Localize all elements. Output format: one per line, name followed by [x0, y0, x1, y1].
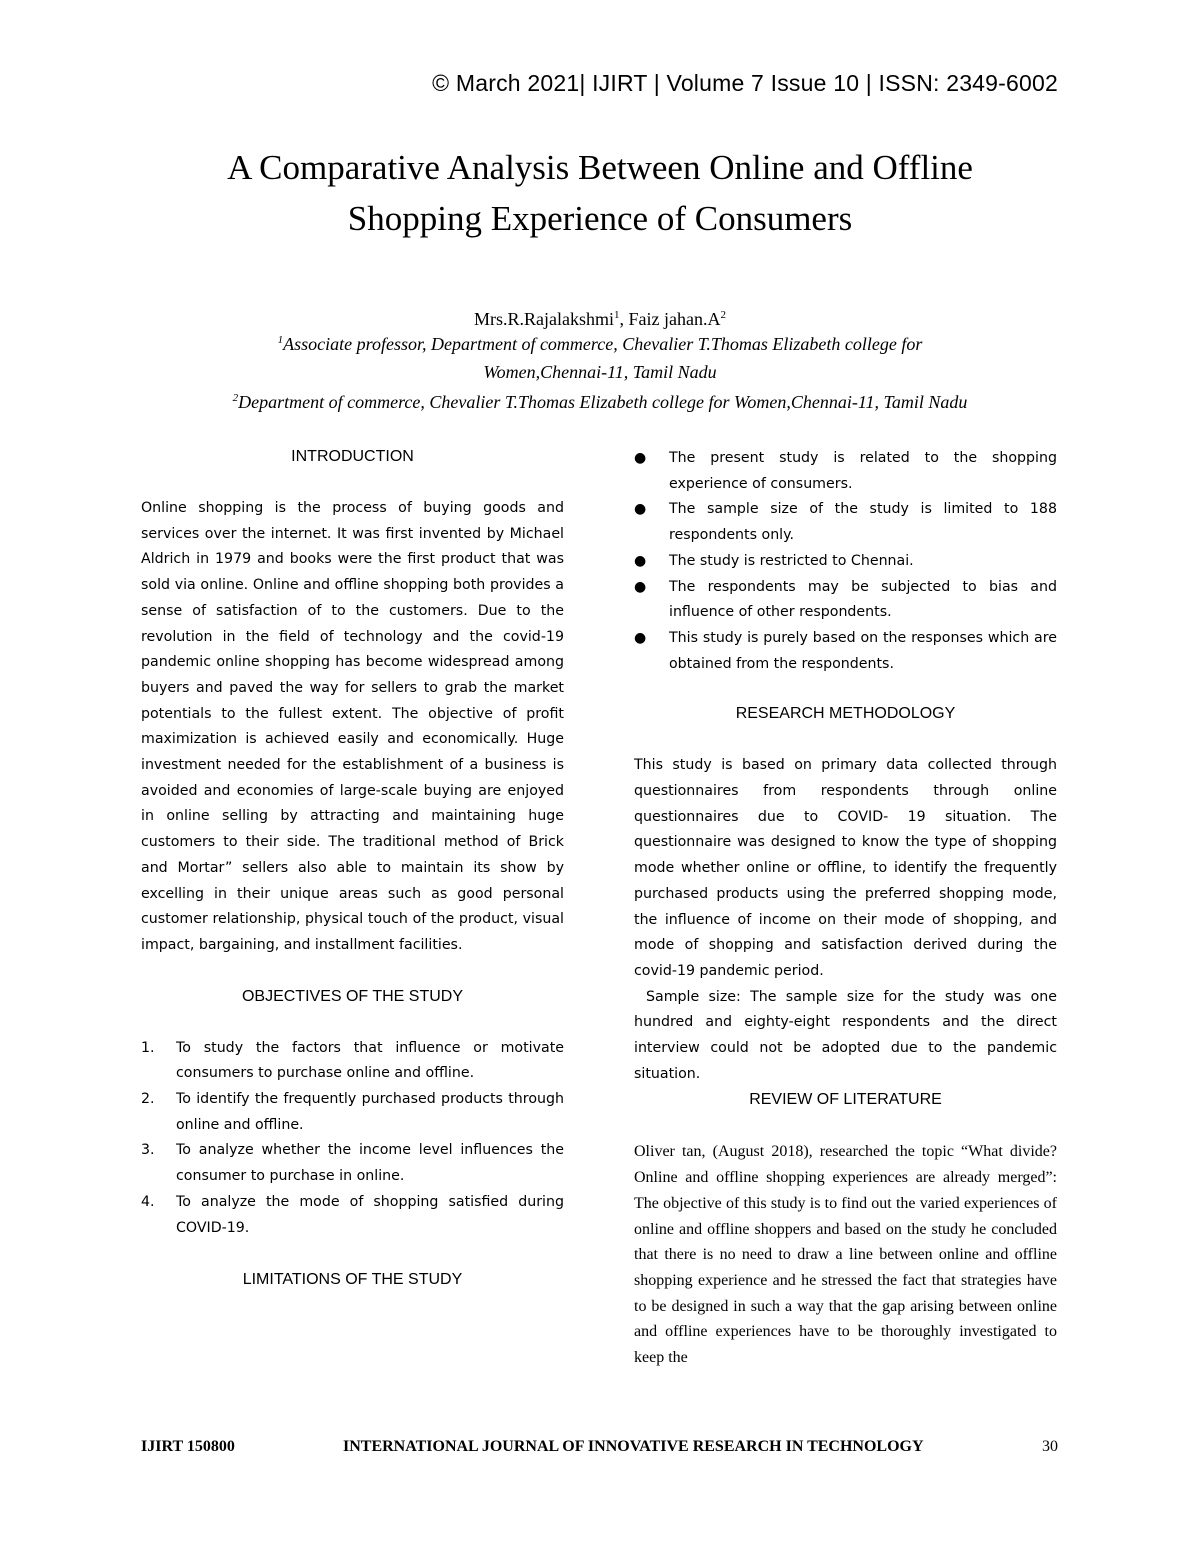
- bullet-icon: ●: [634, 501, 647, 518]
- affiliation-1: [60, 330, 1140, 386]
- objectives-heading: OBJECTIVES OF THE STUDY: [241, 987, 464, 1005]
- bullet-icon: ●: [634, 552, 647, 569]
- affiliation-1-line-1: Associate professor, Department of commerce, Chevalier T.Thomas Elizabeth college for: [283, 334, 923, 354]
- list-item: [141, 1036, 564, 1087]
- title-line-1: A Comparative Analysis Between Online and Offline: [227, 148, 973, 187]
- methodology-heading: RESEARCH METHODOLOGY: [735, 705, 956, 723]
- page-footer: [141, 1434, 1058, 1460]
- page-number: 30: [1042, 1438, 1058, 1455]
- list-item-text: The respondents may be subjected to bias and influence of other respondents.: [669, 578, 1057, 621]
- bullet-icon: ●: [634, 578, 647, 595]
- list-item-text: To analyze whether the income level influences the consumer to purchase in online.: [176, 1142, 564, 1185]
- list-item: [634, 626, 1057, 677]
- left-column: [141, 442, 564, 1293]
- affiliation-2: [60, 388, 1140, 416]
- introduction-heading: INTRODUCTION: [291, 448, 414, 465]
- list-item: [634, 575, 1057, 626]
- objectives-list: [141, 1036, 564, 1242]
- author-separator: ,: [619, 309, 629, 329]
- limitations-heading: LIMITATIONS OF THE STUDY: [242, 1271, 463, 1289]
- author-list: [100, 305, 1100, 333]
- author-1: Mrs.R.Rajalakshmi: [474, 309, 615, 329]
- footer-paper-id: IJIRT 150800: [141, 1438, 235, 1455]
- list-item-text: This study is purely based on the responses which are obtained from the respondents.: [669, 629, 1057, 672]
- list-item: [634, 497, 1057, 548]
- list-item: [634, 446, 1057, 497]
- list-item-text: The present study is related to the shopping experience of consumers.: [669, 450, 1057, 492]
- journal-header: © March 2021| IJIRT | Volume 7 Issue 10 | ISSN: 2349-6002: [432, 70, 1058, 96]
- affiliation-1-line-2: Women,Chennai-11, Tamil Nadu: [483, 362, 717, 382]
- list-item-text: To analyze the mode of shopping satisfied during COVID-19.: [176, 1193, 564, 1236]
- list-number: 4.: [141, 1193, 155, 1210]
- author-2-superscript: 2: [720, 309, 726, 321]
- bullet-icon: ●: [634, 450, 647, 466]
- list-item-text: To identify the frequently purchased products through online and offline.: [176, 1091, 564, 1133]
- affiliation-2-superscript: 2: [232, 392, 239, 404]
- author-2: Faiz jahan.A: [628, 309, 721, 329]
- list-item-text: To study the factors that influence or motivate consumers to purchase online and offline.: [176, 1039, 564, 1082]
- list-item: [141, 1138, 564, 1189]
- paper-title: [100, 142, 1100, 244]
- bullet-icon: ●: [634, 629, 647, 646]
- affiliation-1-superscript: 1: [277, 334, 284, 346]
- title-line-2: Shopping Experience of Consumers: [347, 199, 853, 238]
- list-item-text: The study is restricted to Chennai.: [669, 552, 914, 569]
- methodology-text: This study is based on primary data collected through questionnaires from respondents through online questionnaires due to COVID- 19 situation. The questionnaire was designed to know the type of shopping mode whether online or offline, to identify the frequently purchased products using the preferred shopping mode, the influence of income on their mode of shopping, and mode of shopping and satisfaction derived during the covid-19 pandemic period.: [634, 757, 1057, 979]
- list-item-text: The sample size of the study is limited to 188 respondents only.: [669, 501, 1057, 544]
- limitations-list: [634, 446, 1057, 677]
- sample-size-text: Sample size: The sample size for the study was one hundred and eighty-eight respondents and the direct interview could not be adopted due to the pandemic situation.: [634, 988, 1057, 1082]
- list-number: 2.: [141, 1091, 155, 1108]
- footer-journal-name: INTERNATIONAL JOURNAL OF INNOVATIVE RESEARCH IN TECHNOLOGY: [343, 1438, 924, 1455]
- author-1-superscript: 1: [614, 309, 620, 321]
- list-item: [141, 1190, 564, 1241]
- literature-heading: REVIEW OF LITERATURE: [749, 1091, 942, 1109]
- introduction-text: Online shopping is the process of buying goods and services over the internet. It was first invented by Michael Aldrich in 1979 and books were the first product that was sold via online. Online and offline shopping both provides a sense of satisfaction of to the customers. Due to the revolution in the field of technology and the covid-19 pandemic online shopping has become widespread among buyers and paved the way for sellers to grab the market potentials to the fullest extent. The objective of profit maximization is achieved easily and economically. Huge investment needed for the establishment of a business is avoided and economies of large-scale buying are enjoyed in online selling by attracting and maintaining huge customers to their side. The traditional method of Brick and Mortar” sellers also able to maintain its show by excelling in their unique areas such as good personal customer relationship, physical touch of the product, visual impact, bargaining, and installment facilities.: [141, 500, 564, 953]
- list-number: 3.: [141, 1142, 155, 1159]
- literature-text: Oliver tan, (August 2018), researched the topic “What divide? Online and offline shopping experiences are already merged”: The objective of this study is to find out the varied experiences of online and offline shoppers and based on the study he concluded that there is no need to draw a line between online and offline shopping experience and he stressed the fact that strategies have to be designed in such a way that the gap arising between online and offline experiences have to be thoroughly investigated to keep the: [634, 1143, 1057, 1367]
- right-column: [634, 442, 1057, 1371]
- list-item: [141, 1087, 564, 1138]
- affiliation-2-text: Department of commerce, Chevalier T.Thomas Elizabeth college for Women,Chennai-11, Tamil Nadu: [238, 392, 968, 412]
- list-number: 1.: [141, 1039, 155, 1056]
- list-item: [634, 549, 1057, 575]
